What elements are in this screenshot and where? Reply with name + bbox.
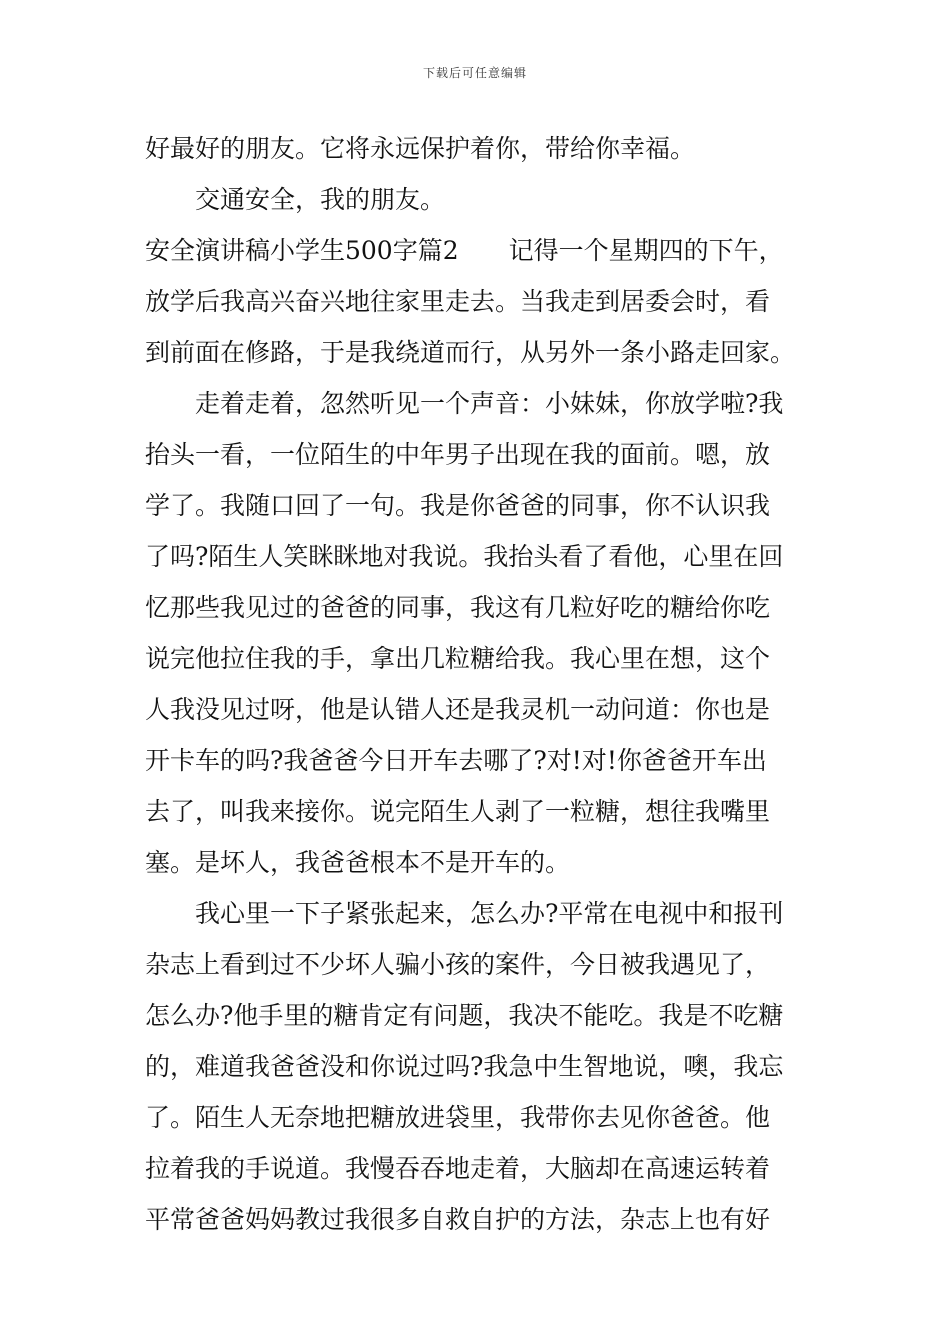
text-line: 了吗?陌生人笑眯眯地对我说。我抬头看了看他，心里在回 (145, 542, 784, 571)
text-segment: 记得一个星期四的下午， (508, 236, 784, 265)
text-line: 去了，叫我来接你。说完陌生人剥了一粒糖，想往我嘴里 (145, 797, 771, 826)
text-line: 交通安全，我的朋友。 (195, 185, 446, 214)
text-line: 抬头一看，一位陌生的中年男子出现在我的面前。嗯，放 (145, 440, 771, 469)
page-header: 下载后可任意编辑 (422, 66, 527, 80)
text-line: 杂志上看到过不少坏人骗小孩的案件，今日被我遇见了， (145, 950, 771, 979)
section-heading-line (145, 225, 810, 276)
text-line: 走着走着，忽然听见一个声音：小妹妹，你放学啦?我 (195, 389, 784, 418)
text-line: 学了。我随口回了一句。我是你爸爸的同事，你不认识我 (145, 491, 771, 520)
text-line: 忆那些我见过的爸爸的同事，我这有几粒好吃的糖给你吃 (145, 593, 771, 622)
text-line: 好最好的朋友。它将永远保护着你，带给你幸福。 (145, 134, 696, 163)
text-line: 到前面在修路，于是我绕道而行，从另外一条小路走回家。 (145, 338, 796, 367)
text-line: 平常爸爸妈妈教过我很多自救自护的方法，杂志上也有好 (145, 1205, 771, 1234)
text-line: 的，难道我爸爸没和你说过吗?我急中生智地说，噢，我忘 (145, 1052, 784, 1081)
document-body (145, 124, 810, 1245)
text-line: 说完他拉住我的手，拿出几粒糖给我。我心里在想，这个 (145, 644, 771, 673)
text-line: 我心里一下子紧张起来，怎么办?平常在电视中和报刊 (195, 899, 784, 928)
text-line: 拉着我的手说道。我慢吞吞地走着，大脑却在高速运转着 (145, 1154, 771, 1183)
text-line: 放学后我高兴奋兴地往家里走去。当我走到居委会时，看 (145, 287, 771, 316)
section-heading: 安全演讲稿小学生500字篇2 (145, 236, 459, 265)
text-line: 怎么办?他手里的糖肯定有问题，我决不能吃。我是不吃糖 (145, 1001, 784, 1030)
text-line: 塞。是坏人，我爸爸根本不是开车的。 (145, 848, 571, 877)
text-line: 开卡车的吗?我爸爸今日开车去哪了?对!对!你爸爸开车出 (145, 746, 767, 775)
text-line: 人我没见过呀，他是认错人还是我灵机一动问道：你也是 (145, 695, 771, 724)
text-line: 了。陌生人无奈地把糖放进袋里，我带你去见你爸爸。他 (145, 1103, 771, 1132)
